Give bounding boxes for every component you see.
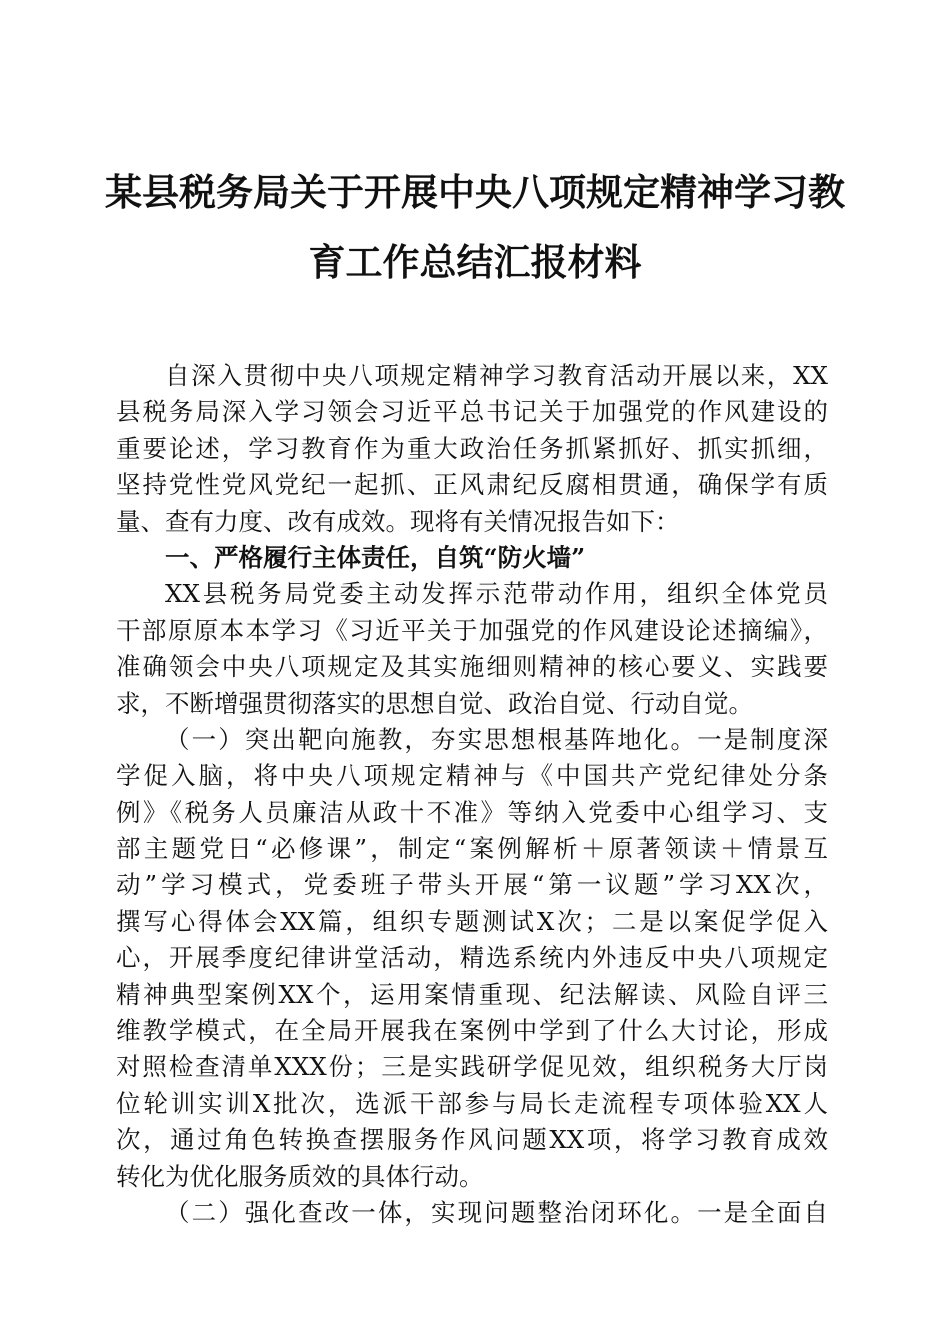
body-line: 例》《税务人员廉洁从政十不准》等纳入党委中心组学习、支: [116, 797, 828, 827]
subsection-line: （一）突出靶向施教，夯实思想根基阵地化。一是制度深: [165, 724, 828, 754]
body-line: 量、查有力度、改有成效。现将有关情况报告如下：: [116, 506, 680, 536]
body-line: 县税务局深入学习领会习近平总书记关于加强党的作风建设的: [116, 397, 828, 427]
body-line: 撰写心得体会XX篇，组织专题测试X次；二是以案促学促入: [116, 906, 828, 936]
body-line: 精神典型案例XX个，运用案情重现、纪法解读、风险自评三: [116, 979, 828, 1009]
body-line: 动”学习模式，党委班子带头开展“第一议题”学习XX次，: [116, 870, 828, 900]
body-line: 准确领会中央八项规定及其实施细则精神的核心要义、实践要: [116, 652, 828, 682]
body-line: 部主题党日“必修课”，制定“案例解析＋原著领读＋情景互: [116, 834, 828, 864]
body-line: 干部原原本本学习《习近平关于加强党的作风建设论述摘编》，: [116, 615, 828, 645]
document-title-line-1: 某县税务局关于开展中央八项规定精神学习教: [105, 170, 845, 214]
body-line: 自深入贯彻中央八项规定精神学习教育活动开展以来，XX: [165, 361, 828, 390]
section-heading: 一、严格履行主体责任，自筑“防火墙”: [165, 542, 586, 572]
body-line: 对照检查清单XXX份；三是实践研学促见效，组织税务大厅岗: [116, 1052, 828, 1082]
subsection-line: （二）强化查改一体，实现问题整治闭环化。一是全面自: [165, 1197, 828, 1227]
body-line: 次，通过角色转换查摆服务作风问题XX项，将学习教育成效: [116, 1125, 828, 1155]
body-line: XX县税务局党委主动发挥示范带动作用，组织全体党员: [165, 579, 828, 609]
body-line: 维教学模式，在全局开展我在案例中学到了什么大讨论，形成: [116, 1016, 828, 1046]
body-line: 重要论述，学习教育作为重大政治任务抓紧抓好、抓实抓细，: [116, 433, 828, 463]
body-line: 学促入脑，将中央八项规定精神与《中国共产党纪律处分条: [116, 761, 828, 791]
body-line: 心，开展季度纪律讲堂活动，精选系统内外违反中央八项规定: [116, 943, 828, 973]
document-body: [116, 358, 828, 1231]
body-line: 转化为优化服务质效的具体行动。: [116, 1161, 484, 1191]
body-line: 位轮训实训X批次，选派干部参与局长走流程专项体验XX人: [116, 1088, 828, 1118]
document-title-line-2: 育工作总结汇报材料: [308, 240, 642, 284]
body-line: 坚持党性党风党纪一起抓、正风肃纪反腐相贯通，确保学有质: [116, 470, 828, 500]
body-line: 求，不断增强贯彻落实的思想自觉、政治自觉、行动自觉。: [116, 688, 753, 718]
